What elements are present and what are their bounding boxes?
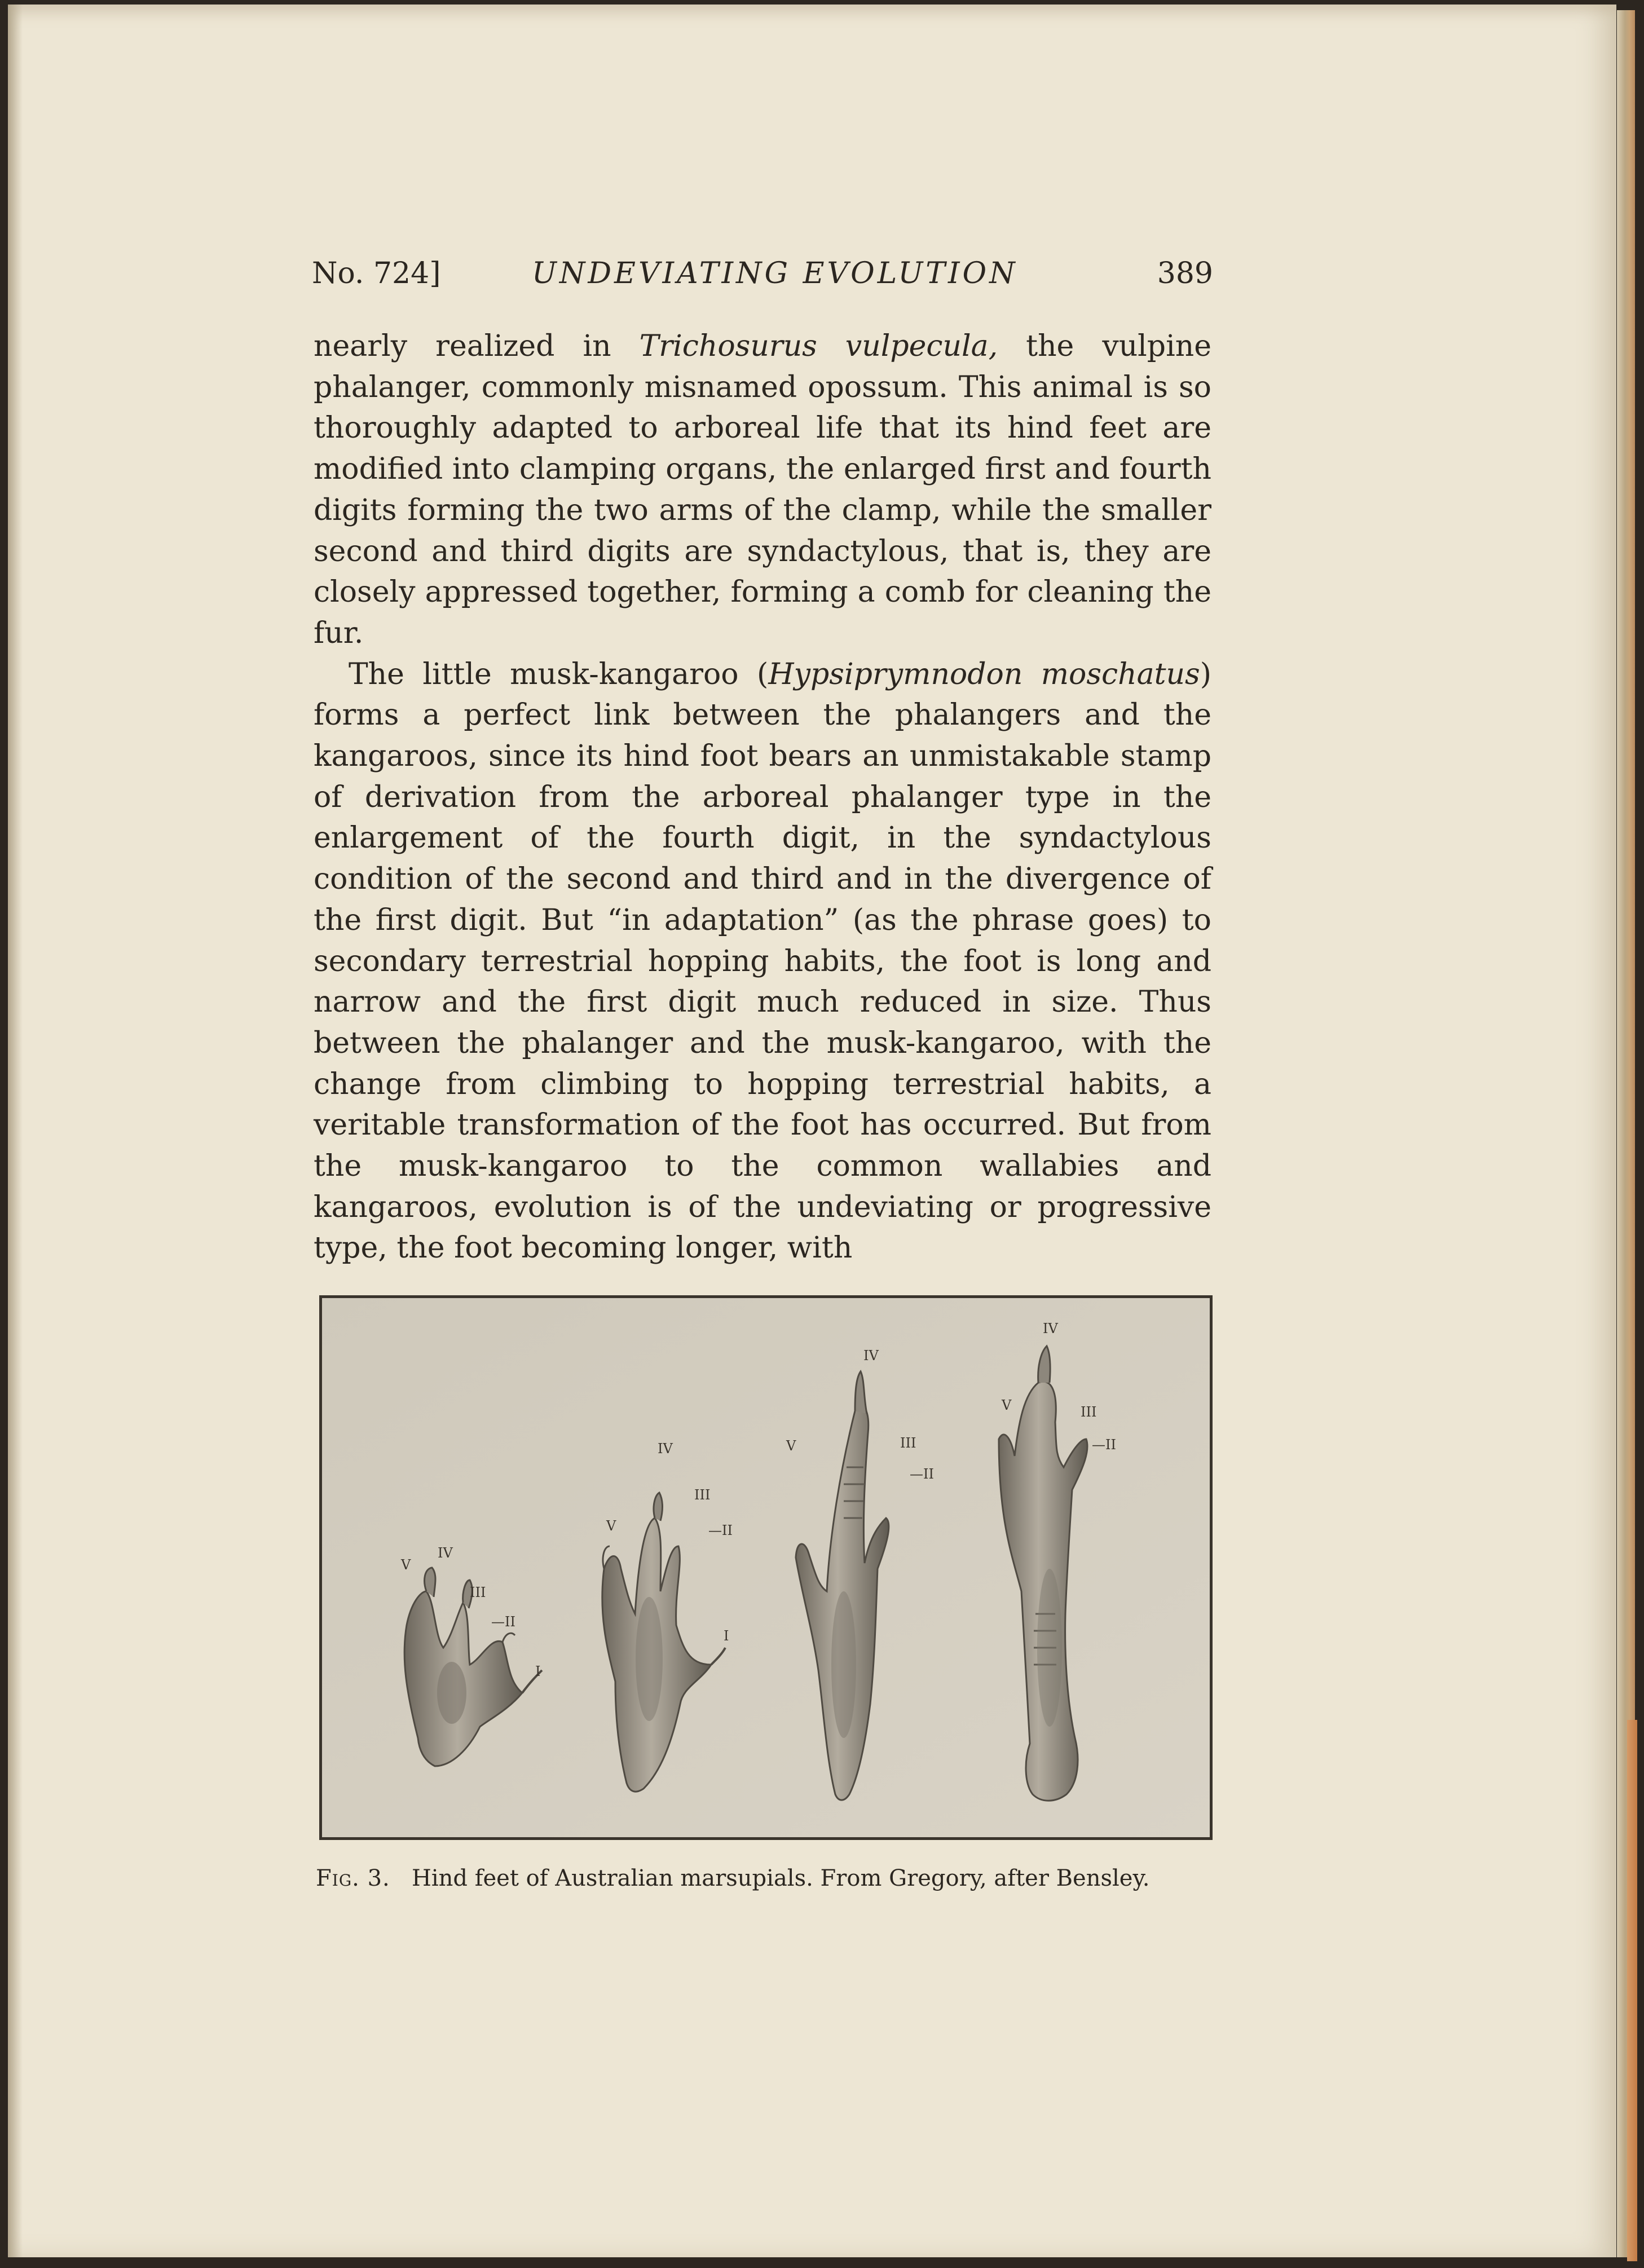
foot1-label-ii: —II xyxy=(491,1614,515,1630)
foot1-label-iii: III xyxy=(470,1585,486,1600)
foot3-label-iii: III xyxy=(900,1435,916,1451)
paragraph-1 xyxy=(314,326,1211,654)
paragraph-2 xyxy=(314,654,1211,1269)
foot2-label-iii: III xyxy=(694,1487,711,1503)
foot4-label-v: V xyxy=(1002,1397,1012,1413)
page-edge-tint xyxy=(1627,1720,1637,2261)
running-title: UNDEVIATING EVOLUTION xyxy=(532,257,1018,290)
figure-caption-text: Hind feet of Australian marsupials. From Gregory, after Bensley. xyxy=(411,1865,1150,1891)
p2-text-rest: ) forms a perfect link between the phalangers and the kangaroos, since its hind foot bears an unmistakable stamp of derivation from the arboreal phalanger type in the enlargement of the fourth digit, in the syndactylous condition of the second and third and in the divergence of the first digit. But “in adaptation” (as the phrase goes) to secondary terrestrial hopping habits, the foot is long and narrow and the first digit much reduced in size. Thus between the phalanger and the musk-kangaroo, with the change from climbing to hopping terrestrial habits, a veritable transformation of the foot has occurred. But from the musk-kangaroo to the common wallabies and kangaroos, evolution is of the undeviating or progressive type, the foot becoming longer, with xyxy=(314,657,1211,1265)
p1-text-rest: the vulpine phalanger, commonly misnamed opossum. This animal is so thoroughly adapted to arboreal life that its hind feet are modified into clamping organs, the enlarged first and fourth digits forming the two arms of the clamp, while the smaller second and third digits are syndactylous, that is, they are closely appressed together, forming a comb for cleaning the fur. xyxy=(314,329,1211,650)
foot2-label-v: V xyxy=(606,1518,616,1534)
foot1-label-iv: IV xyxy=(438,1545,453,1561)
species-hypsiprymnodon: Hypsiprymnodon moschatus xyxy=(768,657,1200,691)
page-gutter-shadow xyxy=(8,5,23,2257)
running-head xyxy=(312,257,1213,296)
foot4-label-iii: III xyxy=(1081,1404,1097,1420)
foot4-label-iv: IV xyxy=(1043,1321,1058,1336)
species-trichosurus: Trichosurus vulpecula, xyxy=(639,329,998,363)
p1-text-start: nearly realized in xyxy=(314,329,640,363)
foot4-label-ii: —II xyxy=(1092,1437,1116,1453)
issue-number: No. 724] xyxy=(312,257,441,290)
hind-feet-illustration xyxy=(322,1298,1210,1837)
figure-3 xyxy=(319,1295,1213,1840)
body-text xyxy=(314,326,1211,1269)
foot3-label-iv: IV xyxy=(863,1348,879,1364)
page-number: 389 xyxy=(1157,257,1213,290)
foot3-label-ii: —II xyxy=(910,1466,934,1482)
foot1-label-v: V xyxy=(401,1557,411,1573)
foot2-label-iv: IV xyxy=(658,1441,673,1457)
foot2-label-ii: —II xyxy=(708,1523,733,1538)
p2-text-start: The little musk-kangaroo ( xyxy=(349,657,769,691)
foot1-label-i: I xyxy=(535,1664,541,1679)
foot2-label-i: I xyxy=(724,1628,729,1644)
figure-caption xyxy=(316,1865,1215,1891)
figure-number: Fig. 3. xyxy=(316,1865,390,1891)
foot3-label-v: V xyxy=(786,1438,796,1454)
